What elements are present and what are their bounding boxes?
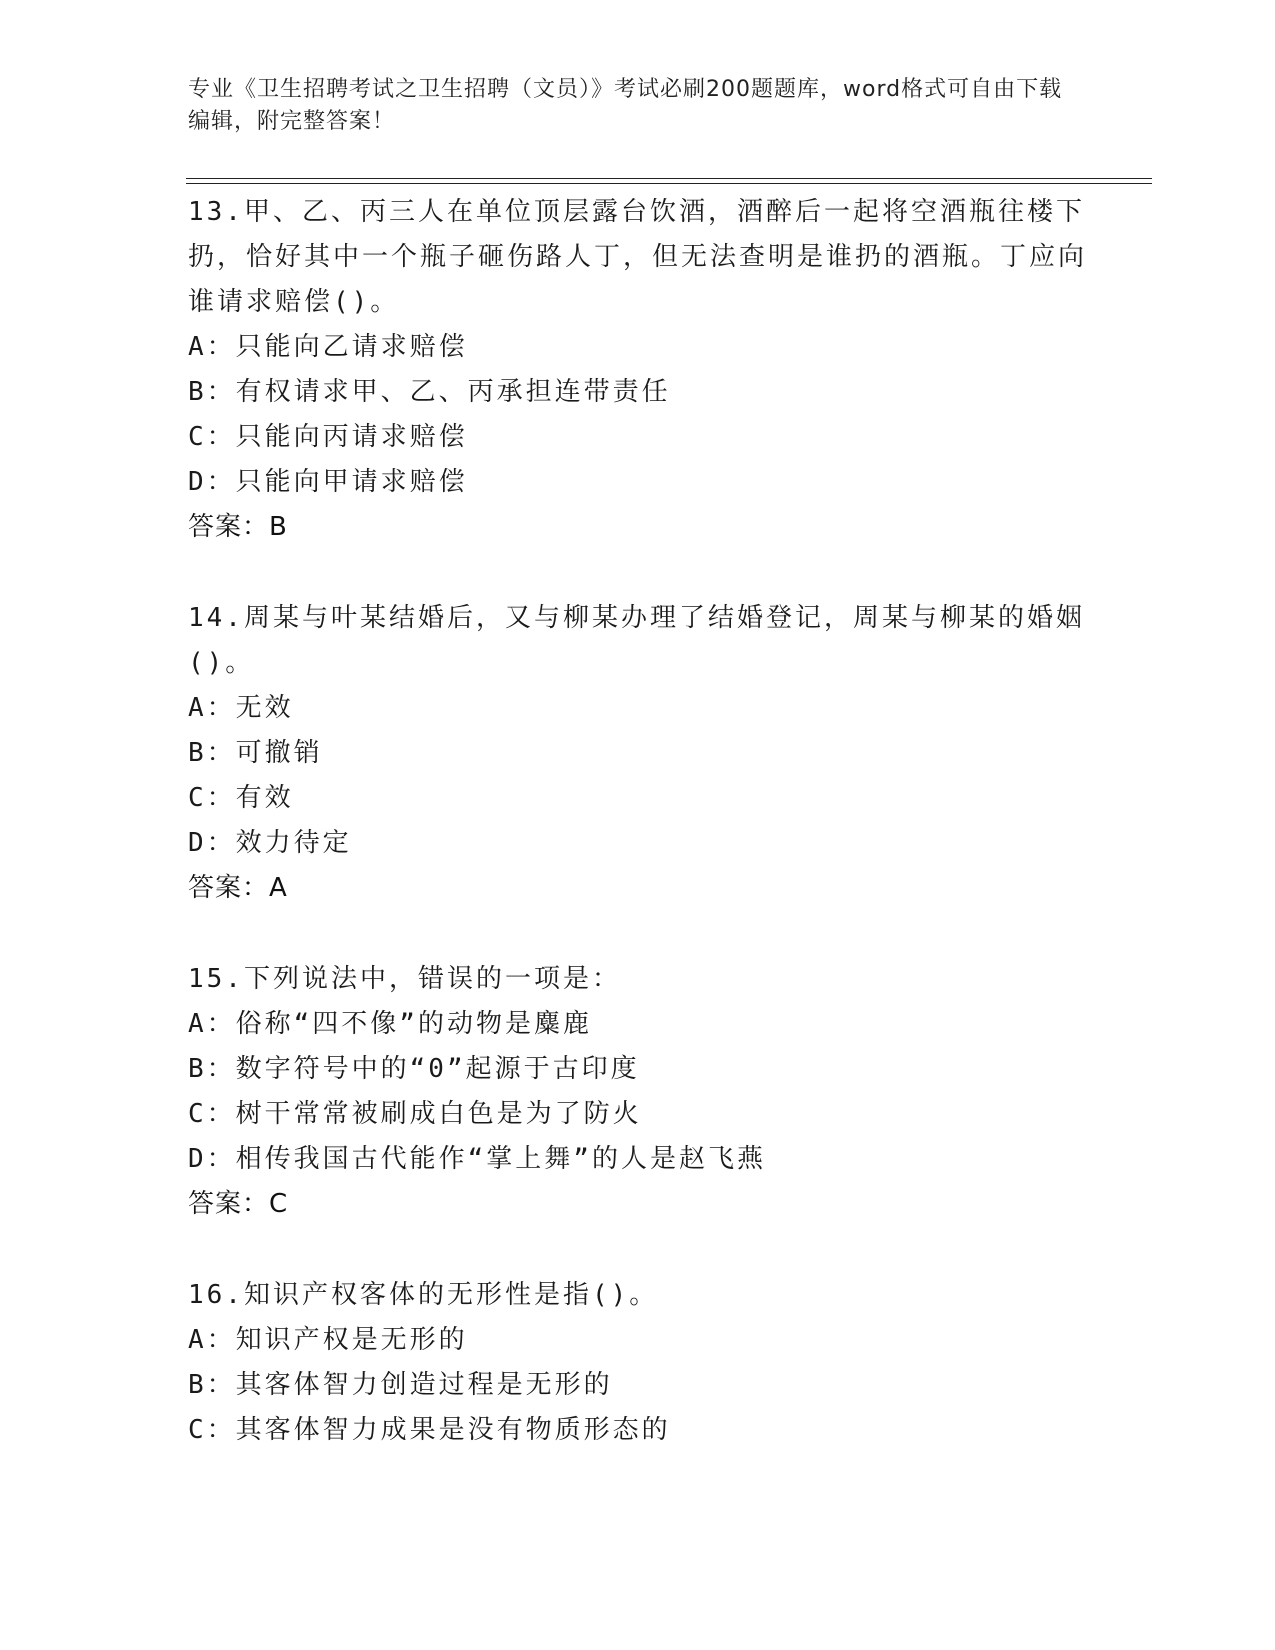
- option-c: C：有效: [188, 783, 294, 813]
- option-d: D：只能向甲请求赔偿: [188, 467, 468, 497]
- option-a: A：只能向乙请求赔偿: [188, 332, 468, 362]
- option-c: C：树干常常被刷成白色是为了防火: [188, 1099, 642, 1129]
- question-text: 15.下列说法中，错误的一项是：: [188, 964, 621, 994]
- header-divider-bottom: [186, 183, 1152, 184]
- question-text: 13.甲、乙、丙三人在单位顶层露台饮酒，酒醉后一起将空酒瓶往楼下扔，恰好其中一个瓶子砸伤路人丁，但无法查明是谁扔的酒瓶。丁应向谁请求赔偿()。: [188, 197, 1088, 317]
- question-13: [188, 190, 1088, 550]
- option-c: C：其客体智力成果是没有物质形态的: [188, 1415, 671, 1445]
- question-list: [188, 190, 1088, 1453]
- answer-label: 答案：B: [188, 512, 288, 542]
- question-16: [188, 1273, 1088, 1453]
- header-divider-top: [186, 178, 1152, 179]
- option-d: D：效力待定: [188, 828, 352, 858]
- option-a: A：俗称“四不像”的动物是麋鹿: [188, 1009, 592, 1039]
- answer-label: 答案：A: [188, 873, 288, 903]
- option-c: C：只能向丙请求赔偿: [188, 422, 468, 452]
- spacer: [188, 911, 1088, 957]
- document-header: 专业《卫生招聘考试之卫生招聘（文员）》考试必刷200题题库，word格式可自由下载编辑，附完整答案！: [188, 77, 1063, 134]
- option-b: B：数字符号中的“0”起源于古印度: [188, 1054, 640, 1084]
- option-b: B：可撤销: [188, 738, 323, 768]
- answer-label: 答案：C: [188, 1189, 289, 1219]
- question-15: [188, 957, 1088, 1227]
- option-d: D：相传我国古代能作“掌上舞”的人是赵飞燕: [188, 1144, 766, 1174]
- question-text: 16.知识产权客体的无形性是指()。: [188, 1280, 659, 1310]
- option-b: B：其客体智力创造过程是无形的: [188, 1370, 613, 1400]
- spacer: [188, 550, 1088, 596]
- option-a: A：无效: [188, 693, 294, 723]
- spacer: [188, 1227, 1088, 1273]
- question-text: 14.周某与叶某结婚后，又与柳某办理了结婚登记，周某与柳某的婚姻()。: [188, 603, 1085, 678]
- option-b: B：有权请求甲、乙、丙承担连带责任: [188, 377, 671, 407]
- option-a: A：知识产权是无形的: [188, 1325, 468, 1355]
- question-14: [188, 596, 1088, 911]
